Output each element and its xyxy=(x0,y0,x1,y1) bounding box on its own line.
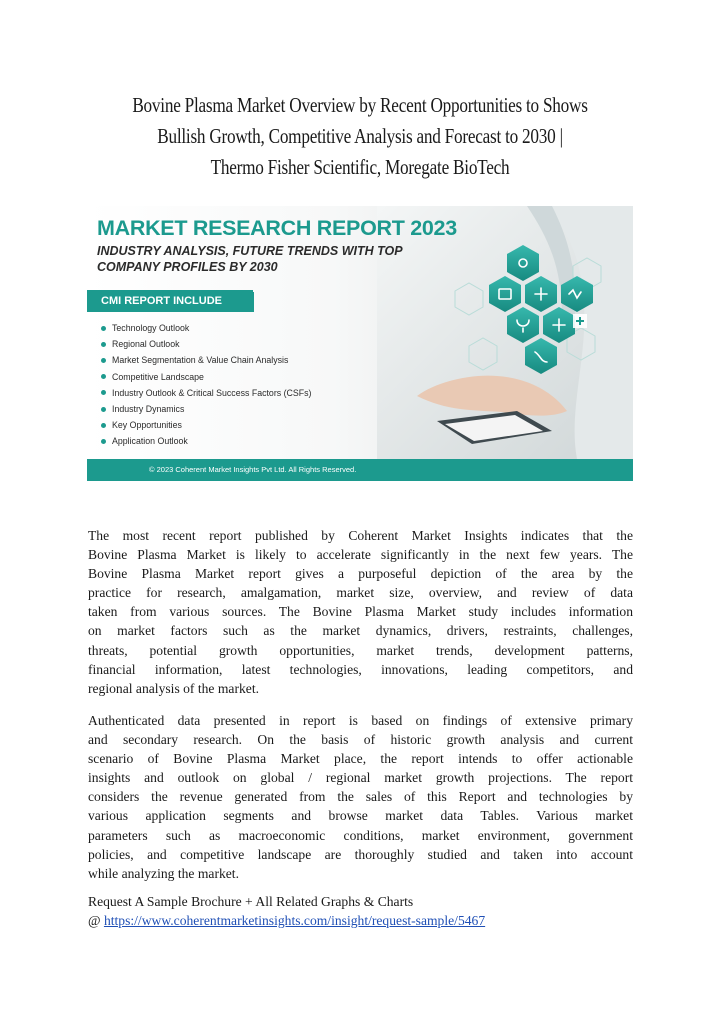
paragraph-2 xyxy=(88,711,633,883)
list-item: Regional Outlook xyxy=(101,336,311,352)
text-line: practice for research, amalgamation, market size, overview, and review of data xyxy=(88,585,633,601)
banner-copyright: © 2023 Coherent Market Insights Pvt Ltd. All Rights Reserved. xyxy=(87,459,633,481)
banner-subheading-line: INDUSTRY ANALYSIS, FUTURE TRENDS WITH TOP xyxy=(97,244,403,258)
report-banner-image xyxy=(87,206,633,481)
bullet-icon xyxy=(101,358,106,363)
bullet-icon xyxy=(101,390,106,395)
list-item: Application Outlook xyxy=(101,433,311,449)
text-line: insights and outlook on global / regional market growth projections. The report xyxy=(88,770,633,786)
text-line: Bovine Plasma Market report gives a purposeful depiction of the area by the xyxy=(88,566,633,582)
bullet-icon xyxy=(101,342,106,347)
text-line: threats, potential growth opportunities, market trends, development patterns, xyxy=(88,642,633,658)
banner-heading: MARKET RESEARCH REPORT 2023 xyxy=(97,216,457,240)
paragraph-1 xyxy=(88,526,633,698)
request-sample-label: Request A Sample Brochure + All Related Graphs & Charts xyxy=(88,894,414,909)
text-line: considers the revenue generated from the sales of this Report and technologies by xyxy=(88,789,633,805)
bullet-icon xyxy=(101,374,106,379)
text-line: and secondary research. On the basis of historic growth analysis and current xyxy=(88,732,633,748)
at-prefix: @ xyxy=(88,913,101,928)
text-line: parameters such as macroeconomic conditions, market environment, government xyxy=(88,827,633,843)
text-line: policies, and competitive landscape are thoroughly studied and taken into account xyxy=(88,846,633,862)
list-item: Competitive Landscape xyxy=(101,369,311,385)
request-sample-line xyxy=(88,911,485,930)
text-line: Bovine Plasma Market is likely to accelerate significantly in the next few years. The xyxy=(88,547,633,563)
text-line: while analyzing the market. xyxy=(88,865,239,881)
text-line: on market factors such as the market dynamics, drivers, restraints, challenges, xyxy=(88,623,633,639)
request-sample-link[interactable]: https://www.coherentmarketinsights.com/insight/request-sample/5467 xyxy=(103,913,486,928)
list-item: Key Opportunities xyxy=(101,417,311,433)
report-contents-list xyxy=(101,320,311,450)
bullet-icon xyxy=(101,423,106,428)
bullet-icon xyxy=(101,326,106,331)
text-line: taken from various sources. The Bovine Plasma Market study includes information xyxy=(88,604,633,620)
document-title xyxy=(114,90,606,183)
list-item: Technology Outlook xyxy=(101,320,311,336)
section-label-accent xyxy=(250,292,254,312)
list-item: Industry Outlook & Critical Success Factors (CSFs) xyxy=(101,385,311,401)
text-line: regional analysis of the market. xyxy=(88,680,259,696)
bullet-icon xyxy=(101,439,106,444)
text-line: various application segments and browse market data Tables. Various market xyxy=(88,808,633,824)
title-line: Bovine Plasma Market Overview by Recent Opportunities to Shows xyxy=(132,93,588,117)
text-line: The most recent report published by Coherent Market Insights indicates that the xyxy=(88,528,633,543)
section-label-bar: CMI REPORT INCLUDE xyxy=(87,290,253,312)
title-line: Bullish Growth, Competitive Analysis and Forecast to 2030 | xyxy=(157,124,563,148)
list-item: Industry Dynamics xyxy=(101,401,311,417)
text-line: scenario of Bovine Plasma Market place, the report intends to offer actionable xyxy=(88,751,633,767)
text-line: financial information, latest technologies, innovations, leading competitors, and xyxy=(88,661,633,677)
banner-subheading xyxy=(97,243,427,275)
title-line: Thermo Fisher Scientific, Moregate BioTech xyxy=(210,155,510,179)
banner-subheading-line: COMPANY PROFILES BY 2030 xyxy=(97,260,278,274)
text-line: Authenticated data presented in report is based on findings of extensive primary xyxy=(88,713,633,728)
list-item: Market Segmentation & Value Chain Analysis xyxy=(101,352,311,368)
bullet-icon xyxy=(101,407,106,412)
